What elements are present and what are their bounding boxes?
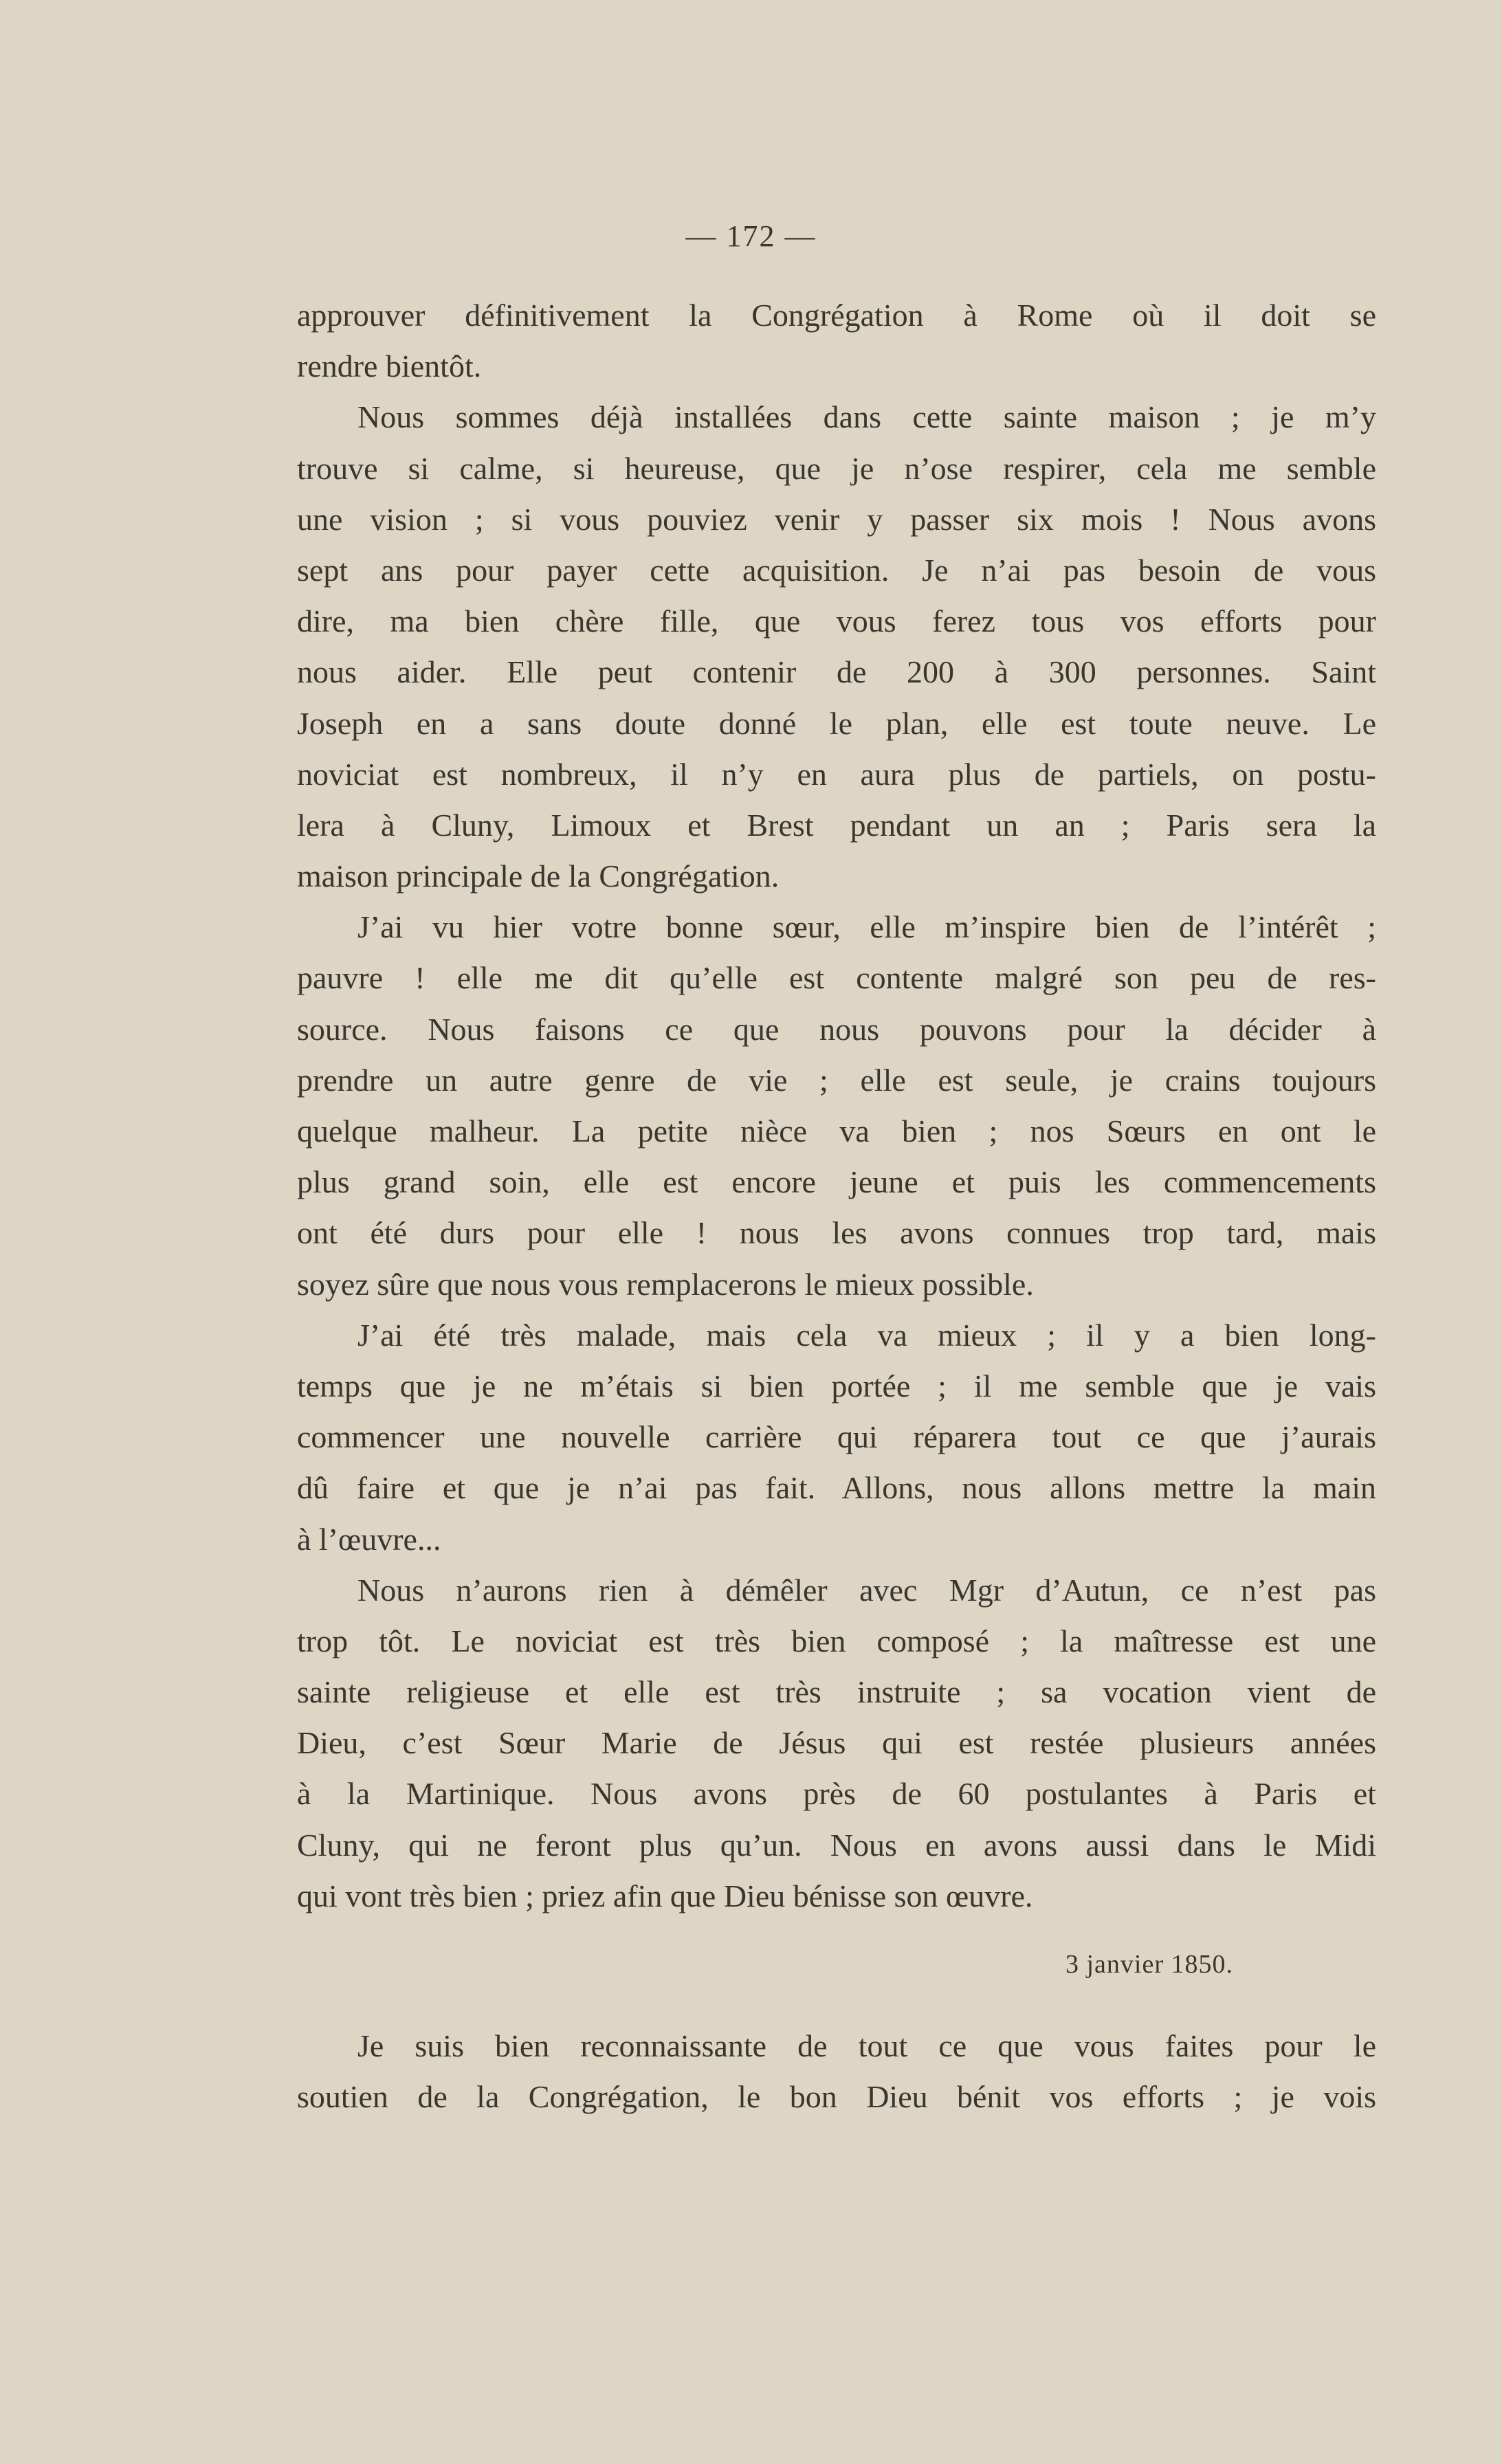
text-line: lera à Cluny, Limoux et Brest pendant un an ; Paris sera la (297, 807, 1376, 843)
text-line: source. Nous faisons ce que nous pouvons pour la décider à (297, 1011, 1376, 1047)
text-line: à la Martinique. Nous avons près de 60 postulantes à Paris et (297, 1776, 1376, 1812)
text-line: dire, ma bien chère fille, que vous ferez tous vos efforts pour (297, 603, 1376, 639)
text-line: soyez sûre que nous vous remplacerons le mieux possible. (297, 1266, 1034, 1302)
text-line: pauvre ! elle me dit qu’elle est contente malgré son peu de res- (297, 960, 1376, 996)
text-line: soutien de la Congrégation, le bon Dieu bénit vos efforts ; je vois (297, 2079, 1376, 2115)
text-line: noviciat est nombreux, il n’y en aura plus de partiels, on postu- (297, 756, 1376, 792)
text-line: Je suis bien reconnaissante de tout ce que vous faites pour le (357, 2028, 1376, 2063)
text-line: plus grand soin, elle est encore jeune et puis les commencements (297, 1164, 1376, 1200)
letter-body (297, 290, 1376, 1922)
text-line: qui vont très bien ; priez afin que Dieu bénisse son œuvre. (297, 1878, 1033, 1913)
text-line: Dieu, c’est Sœur Marie de Jésus qui est restée plusieurs années (297, 1725, 1376, 1761)
text-line: trop tôt. Le noviciat est très bien composé ; la maîtresse est une (297, 1623, 1376, 1658)
paragraph (297, 290, 1376, 392)
text-line: à l’œuvre... (297, 1521, 441, 1557)
text-line: J’ai vu hier votre bonne sœur, elle m’inspire bien de l’intérêt ; (357, 909, 1376, 945)
text-line: Joseph en a sans doute donné le plan, elle est toute neuve. Le (297, 705, 1376, 741)
next-letter-body (297, 2021, 1376, 2122)
text-line: prendre un autre genre de vie ; elle est seule, je crains toujours (297, 1062, 1376, 1098)
text-line: nous aider. Elle peut contenir de 200 à 300 personnes. Saint (297, 654, 1376, 690)
text-line: approuver définitivement la Congrégation à Rome où il doit se (297, 298, 1376, 333)
text-line: trouve si calme, si heureuse, que je n’ose respirer, cela me semble (297, 450, 1376, 486)
text-line: Nous n’aurons rien à démêler avec Mgr d’Autun, ce n’est pas (357, 1572, 1376, 1608)
text-line: sainte religieuse et elle est très instruite ; sa vocation vient de (297, 1674, 1376, 1710)
text-line: Nous sommes déjà installées dans cette sainte maison ; je m’y (357, 399, 1376, 435)
text-line: maison principale de la Congrégation. (297, 858, 780, 894)
paragraph (297, 2021, 1376, 2122)
text-line: une vision ; si vous pouviez venir y passer six mois ! Nous avons (297, 501, 1376, 537)
text-line: Cluny, qui ne feront plus qu’un. Nous en avons aussi dans le Midi (297, 1827, 1376, 1863)
text-line: commencer une nouvelle carrière qui réparera tout ce que j’aurais (297, 1419, 1376, 1455)
text-line: rendre bientôt. (297, 348, 482, 384)
paragraph (297, 392, 1376, 902)
text-line: J’ai été très malade, mais cela va mieux ; il y a bien long- (357, 1317, 1376, 1353)
text-line: quelque malheur. La petite nièce va bien ; nos Sœurs en ont le (297, 1113, 1376, 1148)
letter-date: 3 janvier 1850. (1065, 1950, 1234, 1979)
paragraph (297, 1565, 1376, 1922)
paragraph (297, 1310, 1376, 1565)
text-line: ont été durs pour elle ! nous les avons connues trop tard, mais (297, 1215, 1376, 1251)
text-line: temps que je ne m’étais si bien portée ; il me semble que je vais (297, 1368, 1376, 1403)
paragraph (297, 902, 1376, 1310)
text-line: dû faire et que je n’ai pas fait. Allons, nous allons mettre la main (297, 1470, 1376, 1506)
page-number: — 172 — (685, 219, 817, 253)
text-line: sept ans pour payer cette acquisition. Je n’ai pas besoin de vous (297, 552, 1376, 588)
